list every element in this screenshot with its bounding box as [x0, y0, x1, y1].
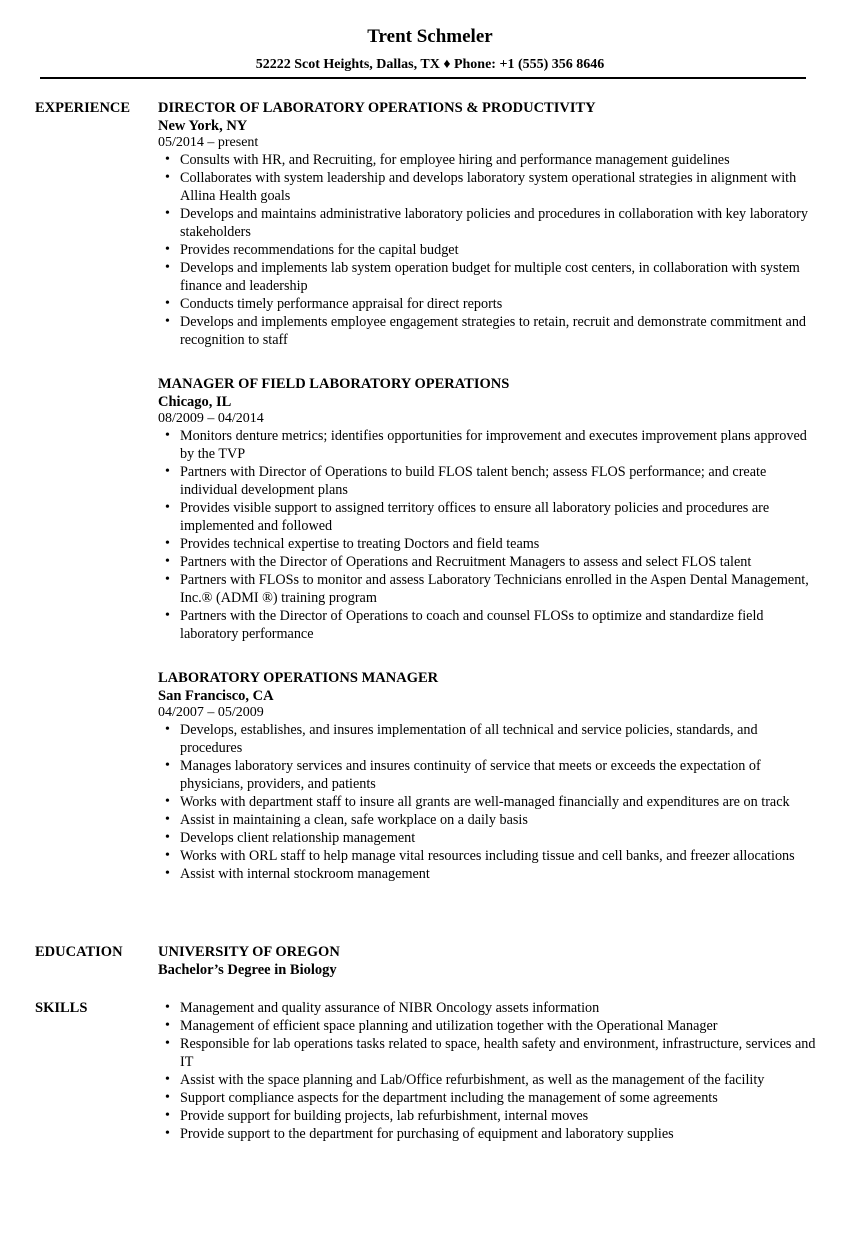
job-title: LABORATORY OPERATIONS MANAGER: [158, 670, 439, 686]
bullet-item: • Develops client relationship management: [180, 829, 818, 847]
job-entry: [158, 99, 818, 349]
bullet-item: • Works with ORL staff to help manage vital resources including tissue and cell banks, and freezer allocations: [180, 847, 818, 865]
bullet-item: • Collaborates with system leadership and develops laboratory system operational strategies in alignment with Allina Health goals: [180, 169, 818, 205]
education-degree: Bachelor’s Degree in Biology: [158, 962, 337, 978]
bullet-item: • Develops and maintains administrative laboratory policies and procedures in collaboration with key laboratory stakeholders: [180, 205, 818, 241]
bullet-item: • Develops and implements employee engagement strategies to retain, recruit and demonstrate commitment and recognition to staff: [180, 313, 818, 349]
job-location: New York, NY: [158, 118, 248, 134]
skills-list: [158, 999, 818, 1143]
candidate-name: Trent Schmeler: [367, 26, 493, 47]
bullet-item: • Conducts timely performance appraisal for direct reports: [180, 295, 818, 313]
job-bullets: [158, 427, 818, 643]
job-title: DIRECTOR OF LABORATORY OPERATIONS & PRODUCTIVITY: [158, 100, 596, 116]
skill-item: • Management and quality assurance of NIBR Oncology assets information: [180, 999, 818, 1017]
bullet-item: • Partners with the Director of Operations and Recruitment Managers to assess and select FLOS talent: [180, 553, 818, 571]
bullet-item: • Provides technical expertise to treating Doctors and field teams: [180, 535, 818, 553]
skill-item: • Management of efficient space planning and utilization together with the Operational Manager: [180, 1017, 818, 1035]
bullet-item: • Partners with the Director of Operations to coach and counsel FLOSs to optimize and standardize field laboratory performance: [180, 607, 818, 643]
section-label-education: EDUCATION: [35, 944, 123, 960]
job-dates: 05/2014 – present: [158, 135, 259, 150]
section-label-skills: SKILLS: [35, 1000, 88, 1016]
skill-item: • Assist with the space planning and Lab/Office refurbishment, as well as the management of the facility: [180, 1071, 818, 1089]
job-bullets: [158, 721, 818, 883]
job-title: MANAGER OF FIELD LABORATORY OPERATIONS: [158, 376, 510, 392]
bullet-item: • Provides visible support to assigned territory offices to ensure all laboratory policies and procedures are implemented and followed: [180, 499, 818, 535]
skill-item: • Provide support for building projects, lab refurbishment, internal moves: [180, 1107, 818, 1125]
bullet-item: • Develops, establishes, and insures implementation of all technical and service policies, standards, and procedures: [180, 721, 818, 757]
education-school: UNIVERSITY OF OREGON: [158, 944, 340, 960]
bullet-item: • Assist with internal stockroom management: [180, 865, 818, 883]
skill-item: • Provide support to the department for purchasing of equipment and laboratory supplies: [180, 1125, 818, 1143]
resume-header: [0, 24, 860, 74]
bullet-item: • Manages laboratory services and insures continuity of service that meets or exceeds the expectation of physicians, providers, and patients: [180, 757, 818, 793]
job-bullets: [158, 151, 818, 349]
bullet-item: • Develops and implements lab system operation budget for multiple cost centers, in collaboration with system finance and leadership: [180, 259, 818, 295]
job-location: San Francisco, CA: [158, 688, 274, 704]
skill-item: • Support compliance aspects for the department including the management of some agreements: [180, 1089, 818, 1107]
bullet-item: • Works with department staff to insure all grants are well-managed financially and expenditures are on track: [180, 793, 818, 811]
header-divider: [40, 77, 806, 79]
bullet-item: • Consults with HR, and Recruiting, for employee hiring and performance management guidelines: [180, 151, 818, 169]
contact-line: 52222 Scot Heights, Dallas, TX ♦ Phone: +1 (555) 356 8646: [255, 57, 605, 72]
job-entry: [158, 669, 818, 883]
bullet-item: • Assist in maintaining a clean, safe workplace on a daily basis: [180, 811, 818, 829]
job-dates: 08/2009 – 04/2014: [158, 411, 264, 426]
bullet-item: • Provides recommendations for the capital budget: [180, 241, 818, 259]
section-label-experience: EXPERIENCE: [35, 100, 131, 116]
bullet-item: • Partners with Director of Operations to build FLOS talent bench; assess FLOS performance; and create individual development plans: [180, 463, 818, 499]
job-entry: [158, 375, 818, 643]
bullet-item: • Partners with FLOSs to monitor and assess Laboratory Technicians enrolled in the Aspen Dental Management, Inc.® (ADMI ®) training program: [180, 571, 818, 607]
job-location: Chicago, IL: [158, 394, 232, 410]
job-dates: 04/2007 – 05/2009: [158, 705, 264, 720]
skill-item: • Responsible for lab operations tasks related to space, health safety and environment, infrastructure, services and IT: [180, 1035, 818, 1071]
bullet-item: • Monitors denture metrics; identifies opportunities for improvement and executes improvement plans approved by the TVP: [180, 427, 818, 463]
